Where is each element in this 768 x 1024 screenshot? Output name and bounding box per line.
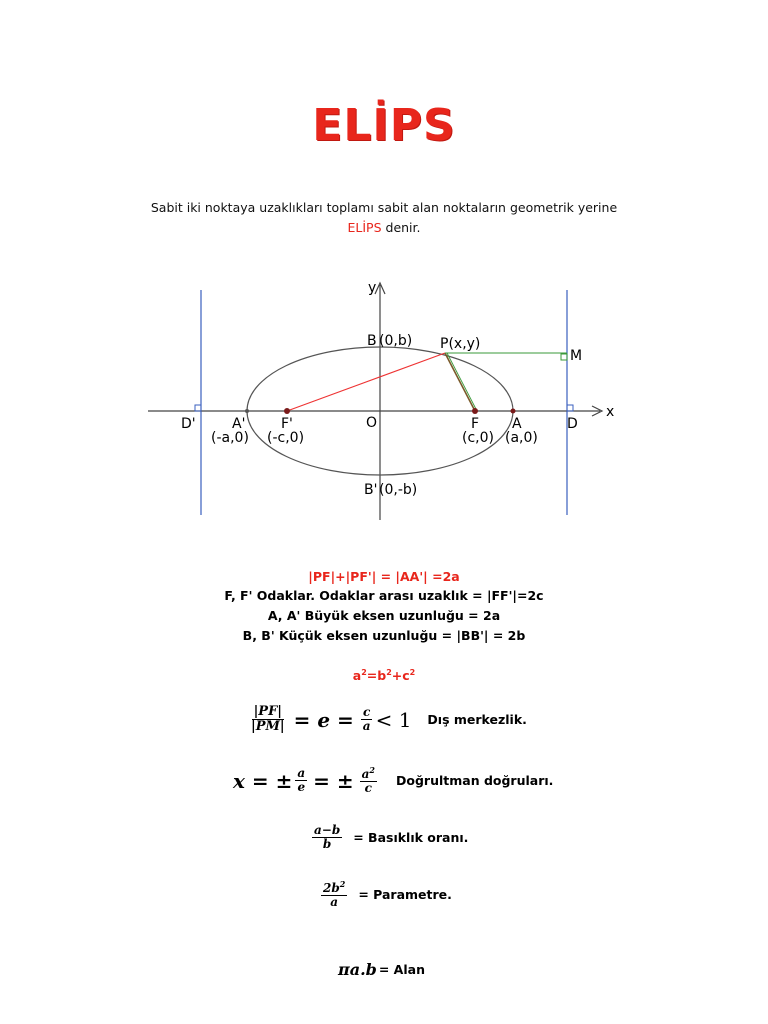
dir-e: e: [297, 780, 306, 795]
area-expr: πa.b: [338, 960, 377, 979]
label-y: y: [368, 280, 377, 296]
label-a-coord: (a,0): [505, 430, 538, 446]
area-label: = Alan: [378, 962, 425, 977]
label-b2: B': [364, 482, 378, 498]
relation-identity: [0, 668, 768, 683]
label-f-coord: (c,0): [462, 430, 494, 446]
relation-foci: F, F' Odaklar. Odaklar arası uzaklık = |FF'|=2c: [224, 588, 544, 603]
dir-label: Doğrultman doğruları.: [396, 773, 554, 789]
ecc-den: |PM|: [251, 719, 285, 735]
ecc-label: Dış merkezlik.: [427, 712, 527, 728]
label-a1: A': [232, 416, 246, 432]
formula-area: [338, 960, 425, 979]
label-f1-coord: (-c,0): [267, 430, 305, 446]
identity-exp-a: 2: [361, 668, 367, 677]
right-angle-right: [567, 405, 573, 411]
intro-line: Sabit iki noktaya uzaklıkları toplamı sabit alan noktaların geometrik yerine: [150, 200, 618, 215]
dir-a2: a: [361, 767, 370, 781]
dir-lhs: x = ±: [233, 768, 293, 793]
param-den: a: [330, 895, 339, 910]
ecc-mid: = e =: [293, 707, 354, 732]
label-d1: D': [181, 416, 196, 432]
point-f: [472, 408, 478, 414]
intro-denir: denir.: [381, 220, 421, 235]
dir-mid: = ±: [313, 768, 354, 793]
label-origin: O: [366, 415, 378, 431]
identity-exp-c: 2: [409, 668, 416, 677]
point-a: [511, 409, 516, 414]
label-x: x: [606, 404, 615, 420]
param-label: = Parametre.: [358, 887, 452, 903]
ecc-c: c: [363, 705, 371, 720]
right-angle-left: [195, 405, 201, 411]
relation-major: A, A' Büyük eksen uzunluğu = 2a: [267, 608, 501, 623]
segment-pf-green: [447, 353, 477, 411]
page-title: ELİPS: [312, 100, 456, 151]
point-a1: [245, 409, 249, 413]
relation-minor: B, B' Küçük eksen uzunluğu = |BB'| = 2b: [242, 628, 526, 643]
ecc-a: a: [362, 719, 371, 734]
relation-sum: |PF|+|PF'| = |AA'| =2a: [308, 569, 460, 584]
flat-num: a−b: [314, 823, 341, 837]
flat-label: = Basıklık oranı.: [353, 830, 469, 846]
dir-c: c: [364, 781, 372, 796]
label-f: F: [471, 416, 480, 432]
param-exp: 2: [339, 879, 346, 889]
label-f1: F': [281, 416, 293, 432]
point-f1: [284, 408, 290, 414]
segment-pf1: [287, 353, 445, 411]
label-b: B: [367, 333, 377, 349]
formula-flatness: [309, 824, 468, 851]
label-d: D: [567, 416, 578, 432]
ecc-tail: < 1: [375, 707, 412, 732]
formula-parameter: [318, 880, 452, 909]
label-b2-coord: (0,-b): [379, 482, 418, 498]
segment-pf: [445, 353, 475, 411]
label-p: P(x,y): [440, 336, 481, 352]
identity-c: +c: [391, 668, 410, 684]
dir-a: a: [297, 766, 306, 780]
formula-directrix: [233, 766, 553, 795]
right-angle-m: [561, 354, 567, 360]
ecc-num: |PF|: [253, 704, 283, 719]
dir-exp: 2: [369, 765, 375, 775]
label-m: M: [570, 348, 583, 364]
flat-den: b: [322, 837, 332, 852]
label-a1-coord: (-a,0): [211, 430, 249, 446]
formula-eccentricity: [246, 705, 527, 735]
identity-exp-b: 2: [386, 668, 392, 677]
intro-elips: ELİPS: [347, 220, 382, 235]
label-a: A: [512, 416, 522, 432]
identity-b: =b: [366, 668, 387, 684]
identity-a: a: [352, 668, 362, 684]
param-num: 2b: [323, 881, 340, 895]
label-b-coord: (0,b): [379, 333, 413, 349]
